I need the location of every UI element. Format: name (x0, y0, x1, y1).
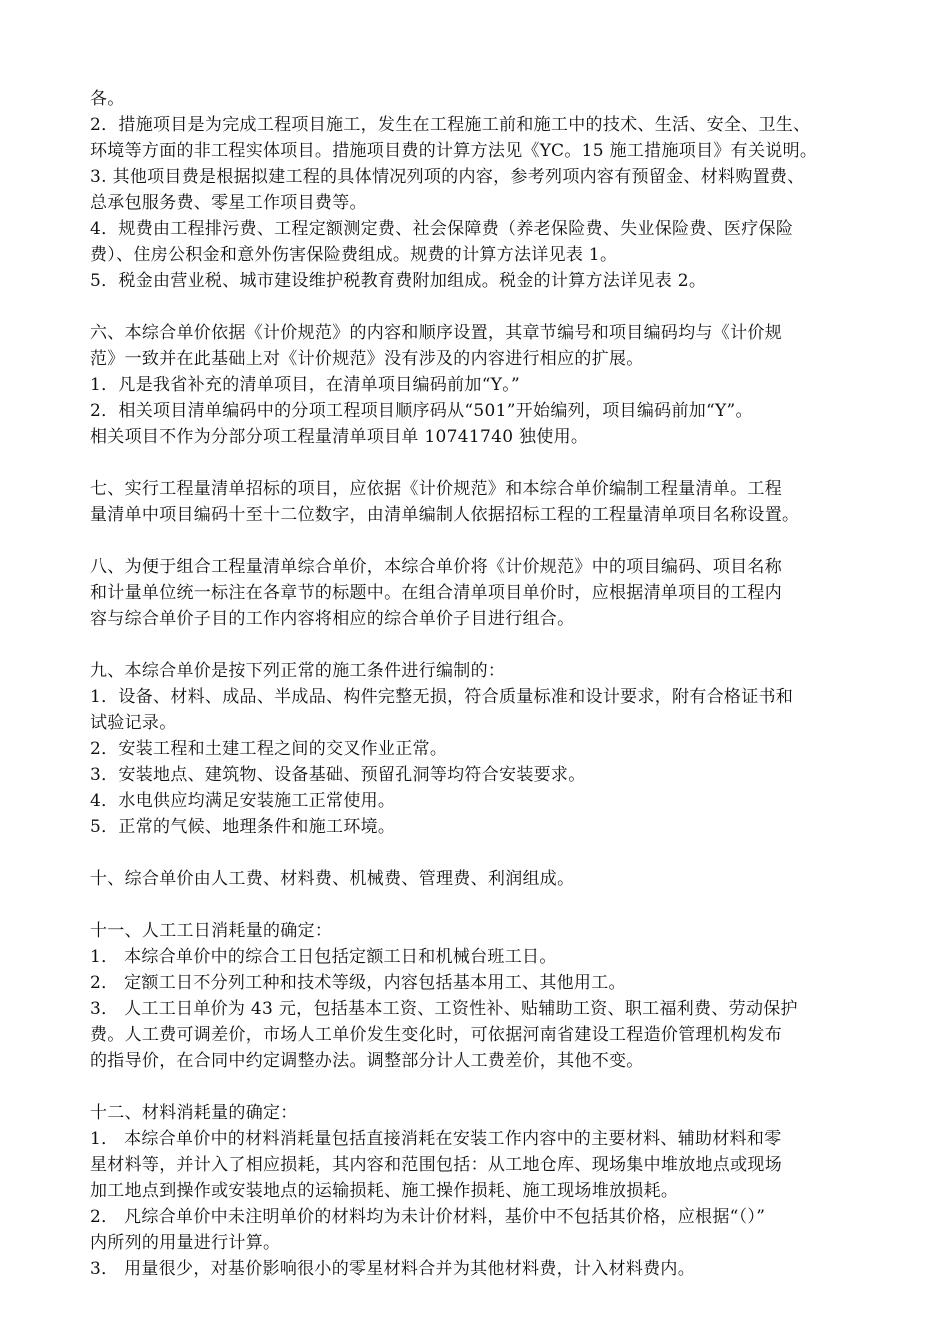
text-line: 六、本综合单价依据《计价规范》的内容和顺序设置，其章节编号和项目编码均与《计价规 (90, 323, 782, 343)
text-line: 十一、人工工日消耗量的确定： (90, 921, 333, 941)
text-line: 3． 用量很少，对基价影响很小的零星材料合并为其他材料费，计入材料费内。 (90, 1259, 696, 1279)
text-line: 4．规费由工程排污费、工程定额测定费、社会保障费（养老保险费、失业保险费、医疗保险 (90, 219, 794, 239)
paragraph-gap (90, 892, 870, 918)
text-line: 2．措施项目是为完成工程项目施工，发生在工程施工前和施工中的技术、生活、安全、卫生、 (90, 115, 811, 135)
text-line: 2．相关项目清单编码中的分项工程项目顺序码从“501”开始编列，项目编码前加“Y”。 (90, 401, 753, 421)
text-line: 3． 人工工日单价为 43 元，包括基本工资、工资性补、贴辅助工资、职工福利费、劳动保护 (90, 999, 798, 1019)
text-line: 七、实行工程量清单招标的项目，应依据《计价规范》和本综合单价编制工程量清单。工程 (90, 479, 782, 499)
paragraph-gap (90, 294, 870, 320)
text-line: 八、为便于组合工程量清单综合单价，本综合单价将《计价规范》中的项目编码、项目名称 (90, 557, 782, 577)
text-line: 十二、材料消耗量的确定： (90, 1103, 298, 1123)
text-line: 5．税金由营业税、城市建设维护税教育费附加组成。税金的计算方法详见表 2。 (90, 271, 707, 291)
text-line: 2．安装工程和土建工程之间的交叉作业正常。 (90, 739, 448, 759)
text-line: 2． 凡综合单价中未注明单价的材料均为未计价材料，基价中不包括其价格，应根据“（）” (90, 1207, 766, 1227)
text-line: 和计量单位统一标注在各章节的标题中。在组合清单项目单价时，应根据清单项目的工程内 (90, 583, 782, 603)
text-line: 1．凡是我省补充的清单项目，在清单项目编码前加“Y。” (90, 375, 521, 395)
text-line: 量清单中项目编码十至十二位数字，由清单编制人依据招标工程的工程量清单项目名称设置。 (90, 505, 800, 525)
text-line: 星材料等，并计入了相应损耗，其内容和范围包括：从工地仓库、现场集中堆放地点或现场 (90, 1155, 782, 1175)
text-line: 5．正常的气候、地理条件和施工环境。 (90, 817, 396, 837)
text-line: 1．设备、材料、成品、半成品、构件完整无损，符合质量标准和设计要求，附有合格证书和 (90, 687, 794, 707)
text-line: 九、本综合单价是按下列正常的施工条件进行编制的： (90, 661, 506, 681)
paragraph-gap (90, 528, 870, 554)
text-line: 的指导价，在合同中约定调整办法。调整部分计人工费差价，其他不变。 (90, 1051, 644, 1071)
paragraph-gap (90, 1074, 870, 1100)
text-line: 2． 定额工日不分列工种和技术等级，内容包括基本用工、其他用工。 (90, 973, 626, 993)
text-line: 环境等方面的非工程实体项目。措施项目费的计算方法见《YC。15 施工措施项目》有关说明。 (90, 141, 818, 161)
text-line: 内所列的用量进行计算。 (90, 1233, 281, 1253)
paragraph-gap (90, 450, 870, 476)
text-line: 相关项目不作为分部分项工程量清单项目单 10741740 独使用。 (90, 427, 589, 447)
text-line: 费）、住房公积金和意外伤害保险费组成。规费的计算方法详见表 1。 (90, 245, 618, 265)
text-line: 4．水电供应均满足安装施工正常使用。 (90, 791, 396, 811)
text-line: 1． 本综合单价中的材料消耗量包括直接消耗在安装工作内容中的主要材料、辅助材料和零 (90, 1129, 782, 1149)
text-line: 1． 本综合单价中的综合工日包括定额工日和机械台班工日。 (90, 947, 557, 967)
text-line: 容与综合单价子目的工作内容将相应的综合单价子目进行组合。 (90, 609, 575, 629)
text-line: 费。人工费可调差价，市场人工单价发生变化时，可依据河南省建设工程造价管理机构发布 (90, 1025, 782, 1045)
paragraph-gap (90, 840, 870, 866)
text-line: 范》一致并在此基础上对《计价规范》没有涉及的内容进行相应的扩展。 (90, 349, 644, 369)
text-line: 十、综合单价由人工费、材料费、机械费、管理费、利润组成。 (90, 869, 575, 889)
text-line: 各。 (90, 89, 125, 109)
paragraph-gap (90, 632, 870, 658)
text-line: 3．安装地点、建筑物、设备基础、预留孔洞等均符合安装要求。 (90, 765, 586, 785)
text-line: 试验记录。 (90, 713, 177, 733)
text-line: 总承包服务费、零星工作项目费等。 (90, 193, 367, 213)
text-line: 加工地点到操作或安装地点的运输损耗、施工操作损耗、施工现场堆放损耗。 (90, 1181, 679, 1201)
text-line: 3. 其他项目费是根据拟建工程的具体情况列项的内容，参考列项内容有预留金、材料购置费、 (90, 167, 805, 187)
